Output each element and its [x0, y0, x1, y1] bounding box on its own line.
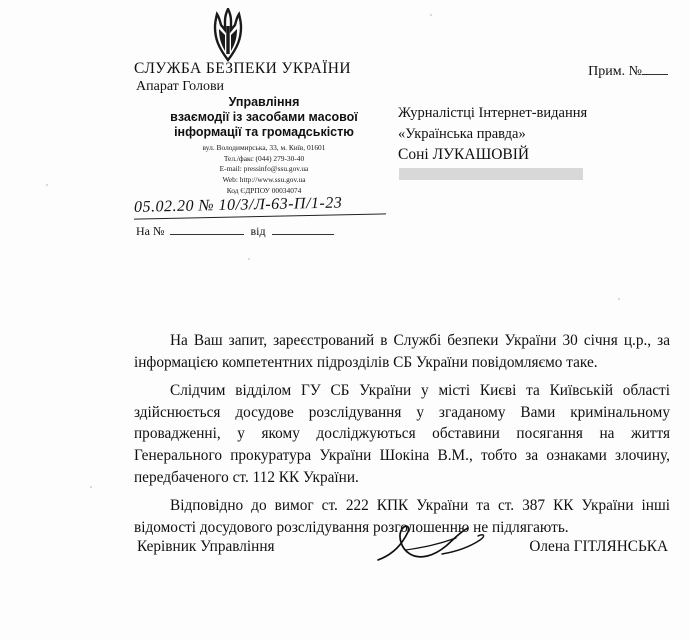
registration-number: 05.02.20 № 10/3/Л-63-П/1-23 [133, 194, 343, 216]
reply-to-label: На № [136, 224, 165, 238]
addressee-block [398, 103, 668, 166]
contact-website: Web: http://www.ssu.gov.ua [222, 175, 306, 185]
scan-speckle [618, 298, 620, 300]
addressee-line-2: «Українська правда» [398, 125, 526, 142]
signatory-position: Керівник Управління [137, 538, 275, 555]
department-line-2: взаємодії із засобами масової [170, 109, 358, 124]
scan-speckle [46, 184, 48, 186]
copy-number-label: Прим. № [588, 64, 642, 79]
contact-address: вул. Володимирська, 33, м. Київ, 01601 [202, 143, 326, 152]
organization-name: СЛУЖБА БЕЗПЕКИ УКРАЇНИ [134, 60, 351, 77]
signatory-name: Олена ГІТЛЯНСЬКА [529, 538, 668, 555]
department-block [134, 95, 394, 139]
handwritten-signature [372, 520, 502, 568]
reply-date-blank [272, 223, 334, 235]
addressee-line-1: Журналістці Інтернет-видання [398, 105, 588, 121]
ukraine-trident-emblem [204, 8, 252, 66]
apparatus-title: Апарат Голови [136, 79, 225, 94]
department-line-1: Управління [228, 95, 300, 109]
reply-to-blank [170, 223, 244, 235]
contact-email: E-mail: pressinfo@ssu.gov.ua [219, 164, 309, 174]
scan-speckle [90, 486, 92, 488]
copy-number [588, 62, 668, 80]
body-paragraph-2: Слідчим відділом ГУ СБ України у місті Києві та Київській області здійснюється досудове розслідування у згаданому Вами кримінальному провадженні, у якому досліджуються обставини посягання на життя Генерального прокуратура України Шокіна В.М., тобто за ознаками злочину, передбаченого ст. 112 КК України. [134, 381, 670, 487]
reply-reference-row [136, 223, 396, 239]
copy-number-blank [642, 62, 668, 75]
body-paragraph-3: Відповідно до вимог ст. 222 КПК України та ст. 387 КК України інші відомості досудового розслідування розголошенню не підлягають. [134, 497, 670, 536]
redaction-bar [399, 168, 583, 180]
department-line-3: інформації та громадськістю [174, 124, 354, 139]
body-paragraph-1: На Ваш запит, зареєстрований в Службі безпеки України 30 січня ц.р., за інформацією компетентних підрозділів СБ України повідомляємо таке. [134, 332, 670, 371]
reply-date-label: від [250, 224, 266, 238]
scan-speckle [248, 258, 250, 260]
letter-body [134, 330, 670, 545]
contact-block [134, 143, 394, 197]
addressee-line-3: Соні ЛУКАШОВІЙ [398, 146, 530, 164]
scan-speckle [430, 14, 432, 16]
contact-phone: Тел./факс (044) 279-30-40 [223, 153, 305, 163]
contact-edrpou: Код ЄДРПОУ 00034074 [226, 185, 302, 195]
